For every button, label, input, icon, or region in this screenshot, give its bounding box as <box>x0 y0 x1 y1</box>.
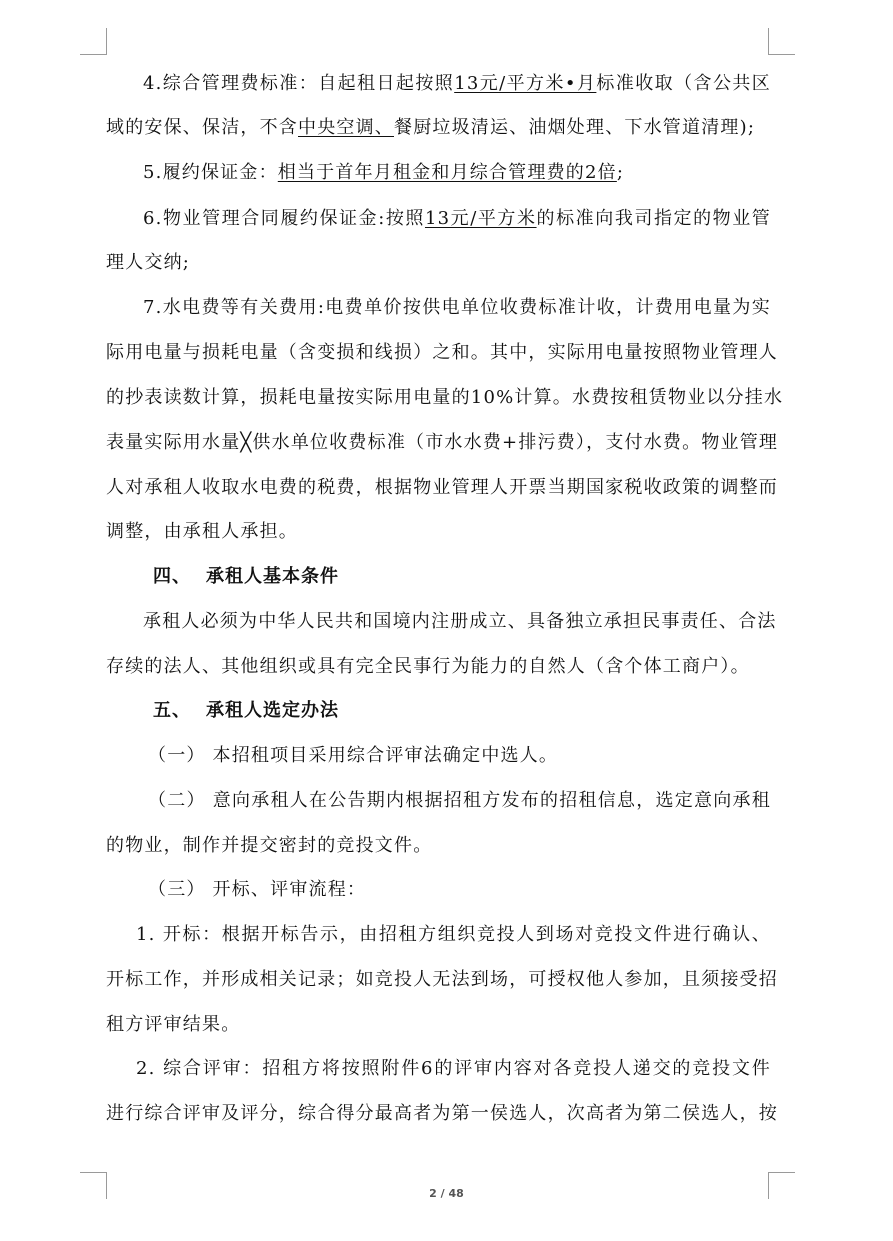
item7-line4: 表量实际用水量╳供水单位收费标准（市水水费+排污费），支付水费。物业管理 <box>106 432 779 453</box>
section4-line2: 存续的法人、其他组织或具有完全民事行为能力的自然人（含个体工商户）。 <box>106 656 750 677</box>
crop-mark-top-left <box>80 28 107 55</box>
text: 4.综合管理费标准：自起租日起按照 <box>143 73 455 94</box>
section-number: 四、 <box>153 566 191 587</box>
underlined-text: 相当于首年月租金和月综合管理费的2倍 <box>277 162 617 183</box>
crop-mark-top-right <box>768 28 795 55</box>
section-title: 承租人基本条件 <box>206 566 339 587</box>
text: 6.物业管理合同履约保证金:按照 <box>143 208 425 229</box>
text: 域的安保、保洁，不含 <box>106 117 298 138</box>
section4-heading <box>153 564 339 590</box>
item7-line6: 调整，由承租人承担。 <box>106 521 298 542</box>
text: 的标准向我司指定的物业管 <box>536 208 771 229</box>
section5-step1-line3: 租方评审结果。 <box>106 1014 241 1035</box>
section5-step2-line1: 2. 综合评审：招租方将按照附件6的评审内容对各竞投人递交的竞投文件 <box>136 1058 771 1079</box>
text: 5.履约保证金： <box>143 162 278 183</box>
section-number: 五、 <box>153 700 191 721</box>
section5-para2-line1: （二） 意向承租人在公告期内根据招租方发布的招租信息，选定意向承租 <box>148 790 771 811</box>
item5-line <box>143 160 771 186</box>
text: 餐厨垃圾清运、油烟处理、下水管道清理); <box>394 117 756 138</box>
section5-step1-line2: 开标工作，并形成相关记录；如竞投人无法到场，可授权他人参加，且须接受招 <box>106 969 778 990</box>
underlined-text: 13元/平方米•月 <box>454 73 597 94</box>
section5-para2-line2: 的物业，制作并提交密封的竞投文件。 <box>106 835 433 856</box>
section5-step1-line1: 1. 开标：根据开标告示，由招租方组织竞投人到场对竞投文件进行确认、 <box>136 924 771 945</box>
section5-para3: （三） 开标、评审流程： <box>148 879 367 900</box>
page-number: 2 / 48 <box>429 1187 464 1200</box>
section4-line1: 承租人必须为中华人民共和国境内注册成立、具备独立承担民事责任、合法 <box>143 611 777 632</box>
section5-step2-line2: 进行综合评审及评分，综合得分最高者为第一侯选人，次高者为第二侯选人，按 <box>106 1103 778 1124</box>
item6-line2: 理人交纳; <box>106 252 191 273</box>
section5-heading <box>153 698 339 724</box>
item7-line2: 际用电量与损耗电量（含变损和线损）之和。其中，实际用电量按照物业管理人 <box>106 342 778 363</box>
item7-line5: 人对承租人收取水电费的税费，根据物业管理人开票当期国家税收政策的调整而 <box>106 477 778 498</box>
item7-line1: 7.水电费等有关费用:电费单价按供电单位收费标准计收，计费用电量为实 <box>143 297 771 318</box>
item4-line1 <box>143 71 771 97</box>
item7-line3: 的抄表读数计算，损耗电量按实际用电量的10%计算。水费按租赁物业以分挂水 <box>106 387 784 408</box>
item6-line1 <box>143 206 771 232</box>
text: ; <box>616 162 625 183</box>
text: 标准收取（含公共区 <box>596 73 771 94</box>
section-title: 承租人选定办法 <box>206 700 339 721</box>
underlined-text: 13元/平方米 <box>424 208 537 229</box>
section5-para1: （一） 本招租项目采用综合评审法确定中选人。 <box>148 745 559 766</box>
item4-line2 <box>106 115 771 141</box>
underlined-text: 中央空调、 <box>298 117 394 138</box>
